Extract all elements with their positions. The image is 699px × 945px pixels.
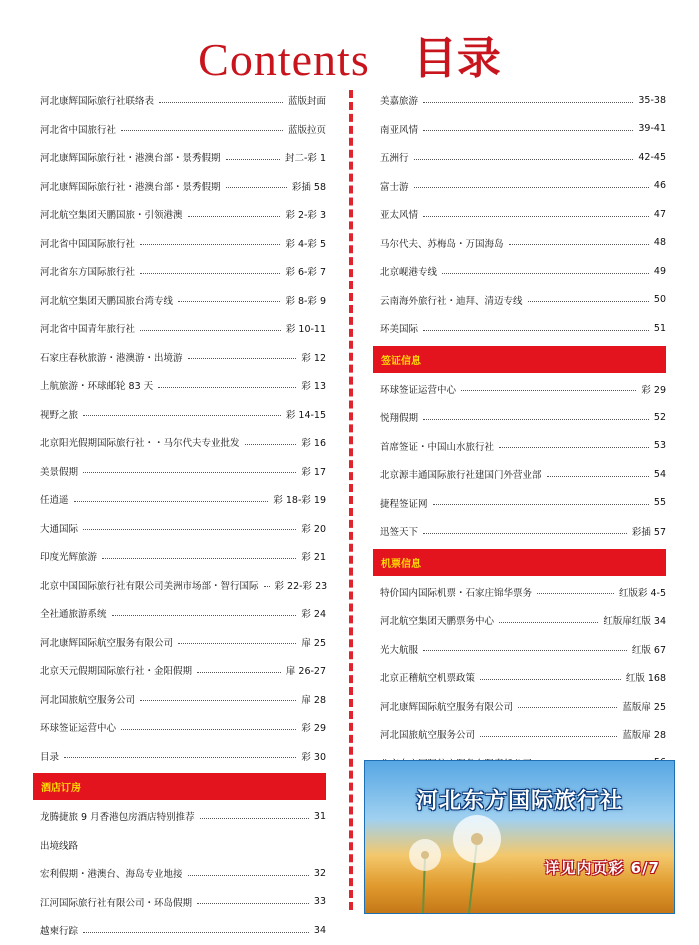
entry-page: 48 (653, 237, 666, 249)
entry-page: 彩 30 (301, 751, 326, 763)
entry-page: 扉 25 (301, 637, 326, 649)
ad-headline: 河北东方国际旅行社 (415, 789, 623, 814)
visa-toc-row[interactable] (380, 517, 666, 546)
entry-title: 宏利假期・港澳台、海岛专业地接 (40, 869, 183, 881)
entry-title: 北京阳光假期国际旅行社・・马尔代夫专业批发 (40, 438, 240, 450)
leader-dots (121, 729, 296, 730)
page-title (0, 22, 699, 85)
right-toc-list (380, 86, 666, 343)
entry-title: 河北康辉国际旅行社・港澳台部・景秀假期 (40, 153, 221, 165)
entry-title: 北京正稽航空机票政策 (380, 673, 476, 685)
entry-page: 42-45 (638, 151, 666, 163)
visa-toc-row[interactable] (380, 375, 666, 404)
toc-row[interactable] (40, 115, 326, 144)
entry-page: 红版 168 (625, 673, 666, 685)
entry-page: 红版彩 4-5 (618, 587, 666, 599)
toc-row[interactable] (40, 229, 326, 258)
ticket-toc-row[interactable] (380, 663, 666, 692)
entry-title: 上航旅游・环球邮轮 83 天 (40, 381, 154, 393)
toc-row[interactable] (40, 656, 326, 685)
entry-page: 彩 12 (301, 352, 326, 364)
entry-title: 美嘉旅游 (380, 96, 419, 108)
toc-row[interactable] (40, 571, 326, 600)
leader-dots (423, 102, 633, 103)
entry-title: 河北国旅航空服务公司 (380, 730, 476, 742)
leader-dots (74, 501, 269, 502)
toc-row[interactable] (40, 314, 326, 343)
leader-dots (414, 187, 649, 188)
entry-title: 特价国内国际机票・石家庄锦华票务 (380, 587, 533, 599)
leader-dots (83, 472, 296, 473)
entry-page: 红版扉红版 34 (603, 616, 666, 628)
entry-title: 北京中国国际旅行社有限公司美洲市场部・智行国际 (40, 580, 259, 592)
leader-dots (480, 679, 621, 680)
entry-page: 53 (653, 440, 666, 452)
leader-dots (158, 387, 296, 388)
leader-dots (245, 444, 297, 445)
entry-title: 环球签证运营中心 (40, 723, 117, 735)
entry-title: 河北航空集团天鹏国旅・引领港澳 (40, 210, 183, 222)
toc-row[interactable] (380, 314, 666, 343)
entry-title: 南亚风情 (380, 124, 419, 136)
entry-page: 彩 21 (301, 552, 326, 564)
hotel-toc-row[interactable] (40, 888, 326, 917)
entry-page: 彩 2-彩 3 (285, 210, 326, 222)
entry-title: 五洲行 (380, 153, 409, 165)
leader-dots (140, 700, 296, 701)
leader-dots (83, 932, 309, 933)
entry-title: 环美国际 (380, 324, 419, 336)
leader-dots (528, 301, 649, 302)
toc-row[interactable] (40, 428, 326, 457)
entry-title: 全社通旅游系统 (40, 609, 107, 621)
entry-title: 悦翔假期 (380, 413, 419, 425)
leader-dots (226, 159, 280, 160)
toc-row[interactable] (40, 343, 326, 372)
entry-page: 彩 8-彩 9 (285, 295, 326, 307)
entry-page: 封二-彩 1 (285, 153, 326, 165)
entry-title: 视野之旅 (40, 409, 79, 421)
entry-title: 云南海外旅行社・迪拜、清迈专线 (380, 295, 523, 307)
entry-title: 大通国际 (40, 523, 79, 535)
entry-title: 河北国旅航空服务公司 (40, 694, 136, 706)
hotel-toc-row[interactable] (40, 802, 326, 831)
leader-dots (264, 586, 270, 587)
leader-dots (423, 330, 649, 331)
entry-page: 彩插 58 (291, 181, 326, 193)
entry-title: 北京天元假期国际旅行社・金阳假期 (40, 666, 193, 678)
toc-row[interactable] (380, 143, 666, 172)
entry-title: 河北省东方国际旅行社 (40, 267, 136, 279)
ticket-toc-row[interactable] (380, 692, 666, 721)
leader-dots (423, 216, 649, 217)
entry-title: 江河国际旅行社有限公司・环岛假期 (40, 897, 193, 909)
leader-dots (480, 736, 617, 737)
leader-dots (140, 330, 281, 331)
advertisement-banner[interactable] (364, 760, 675, 914)
toc-row[interactable] (40, 713, 326, 742)
entry-title: 河北省中国旅行社 (40, 124, 117, 136)
section-header-visa: 签证信息 (373, 346, 666, 373)
entry-page: 50 (653, 294, 666, 306)
entry-title: 河北省中国青年旅行社 (40, 324, 136, 336)
entry-title: 环球签证运营中心 (380, 384, 457, 396)
hotel-toc-row[interactable] (40, 859, 326, 888)
entry-title: 光大航服 (380, 644, 419, 656)
column-divider (349, 90, 353, 910)
entry-title: 出境线路 (40, 840, 79, 852)
entry-title: 目录 (40, 751, 60, 763)
hotel-toc-list (40, 802, 326, 945)
entry-page: 扉 26-27 (285, 666, 326, 678)
leader-dots (537, 593, 614, 594)
dandelion-small-icon (409, 839, 441, 913)
entry-title: 河北省中国国际旅行社 (40, 238, 136, 250)
leader-dots (102, 558, 296, 559)
leader-dots (414, 159, 634, 160)
entry-page: 彩 29 (301, 723, 326, 735)
leader-dots (159, 102, 283, 103)
toc-row[interactable] (380, 257, 666, 286)
section-header-ticket: 机票信息 (373, 549, 666, 576)
toc-row[interactable] (40, 742, 326, 771)
toc-row[interactable] (40, 257, 326, 286)
leader-dots (509, 244, 649, 245)
ticket-toc-row[interactable] (380, 606, 666, 635)
ticket-toc-list (380, 578, 666, 778)
leader-dots (188, 216, 281, 217)
toc-row[interactable] (40, 485, 326, 514)
ticket-toc-row[interactable] (380, 635, 666, 664)
entry-page: 46 (653, 180, 666, 192)
visa-toc-list (380, 375, 666, 546)
entry-page: 蓝版拉页 (287, 124, 326, 136)
entry-page: 蓝版封面 (287, 96, 326, 108)
dandelion-icon (453, 815, 501, 913)
leader-dots (423, 419, 649, 420)
toc-row[interactable] (40, 400, 326, 429)
entry-title: 龙腾捷旅 9 月香港包房酒店特别推荐 (40, 812, 195, 824)
leader-dots (461, 390, 636, 391)
entry-page: 49 (653, 265, 666, 277)
entry-page: 47 (653, 208, 666, 220)
entry-page: 红版 67 (631, 644, 666, 656)
leader-dots (423, 130, 633, 131)
right-column (380, 86, 666, 777)
entry-title: 首席签证・中国山水旅行社 (380, 441, 495, 453)
leader-dots (197, 672, 281, 673)
entry-page: 34 (313, 924, 326, 936)
leader-dots (226, 187, 287, 188)
leader-dots (442, 273, 649, 274)
leader-dots (140, 244, 280, 245)
entry-title: 北京源丰通国际旅行社建国门外营业部 (380, 470, 542, 482)
entry-page: 彩 14-15 (285, 409, 326, 421)
toc-row[interactable] (380, 200, 666, 229)
entry-page: 31 (313, 810, 326, 822)
entry-page: 彩 18-彩 19 (273, 495, 326, 507)
toc-row[interactable] (40, 143, 326, 172)
leader-dots (200, 818, 309, 819)
entry-page: 51 (653, 322, 666, 334)
leader-dots (433, 504, 649, 505)
entry-page: 54 (653, 468, 666, 480)
leader-dots (518, 707, 617, 708)
visa-toc-row[interactable] (380, 403, 666, 432)
toc-row[interactable] (40, 628, 326, 657)
leader-dots (197, 903, 309, 904)
section-header-hotel: 酒店订房 (33, 773, 326, 800)
entry-title: 河北康辉国际航空服务有限公司 (40, 637, 174, 649)
entry-page: 彩 10-11 (285, 324, 326, 336)
leader-dots (121, 130, 283, 131)
entry-title: 北京岘港专线 (380, 267, 438, 279)
toc-row[interactable] (40, 685, 326, 714)
toc-row[interactable] (40, 371, 326, 400)
entry-title: 河北康辉国际航空服务有限公司 (380, 701, 514, 713)
entry-page: 35-38 (638, 94, 666, 106)
leader-dots (178, 643, 296, 644)
entry-title: 河北康辉国际旅行社・港澳台部・景秀假期 (40, 181, 221, 193)
toc-row[interactable] (380, 172, 666, 201)
visa-toc-row[interactable] (380, 432, 666, 461)
leader-dots (112, 615, 297, 616)
entry-page: 彩 22-彩 23 (274, 580, 328, 592)
hotel-toc-row[interactable] (40, 831, 326, 860)
toc-row[interactable] (40, 542, 326, 571)
entry-page: 彩 29 (641, 384, 666, 396)
entry-title: 任逍遥 (40, 495, 69, 507)
left-toc-list (40, 86, 326, 770)
entry-page: 33 (313, 896, 326, 908)
toc-row[interactable] (40, 86, 326, 115)
toc-row[interactable] (40, 457, 326, 486)
entry-page: 55 (653, 497, 666, 509)
entry-page: 蓝版扉 28 (622, 730, 666, 742)
entry-title: 越柬行踪 (40, 926, 79, 938)
entry-title: 石家庄春秋旅游・港澳游・出境游 (40, 352, 183, 364)
entry-page: 彩 6-彩 7 (285, 267, 326, 279)
hotel-toc-row[interactable] (40, 916, 326, 945)
leader-dots (499, 622, 598, 623)
leader-dots (83, 415, 281, 416)
leader-dots (188, 875, 309, 876)
entry-page: 39-41 (638, 123, 666, 135)
toc-row[interactable] (380, 86, 666, 115)
entry-page: 彩 17 (301, 466, 326, 478)
entry-title: 河北航空集团天鹏票务中心 (380, 616, 495, 628)
entry-title: 美景假期 (40, 466, 79, 478)
entry-title: 迅签天下 (380, 527, 419, 539)
entry-title: 马尔代夫、苏梅岛・万国海岛 (380, 238, 504, 250)
leader-dots (423, 650, 627, 651)
leader-dots (64, 757, 296, 758)
leader-dots (83, 529, 296, 530)
toc-row[interactable] (380, 286, 666, 315)
entry-page: 32 (313, 867, 326, 879)
ticket-toc-row[interactable] (380, 578, 666, 607)
entry-page: 彩 24 (301, 609, 326, 621)
visa-toc-row[interactable] (380, 460, 666, 489)
toc-row[interactable] (40, 286, 326, 315)
entry-title: 印度光辉旅游 (40, 552, 98, 564)
ad-subline: 详见内页彩 6/7 (544, 859, 660, 877)
leader-dots (547, 476, 649, 477)
toc-row[interactable] (40, 599, 326, 628)
entry-page: 蓝版扉 25 (622, 701, 666, 713)
toc-row[interactable] (40, 514, 326, 543)
toc-row[interactable] (40, 172, 326, 201)
entry-page: 彩 4-彩 5 (285, 238, 326, 250)
entry-page: 彩插 57 (631, 527, 666, 539)
entry-page: 彩 16 (301, 438, 326, 450)
entry-title: 亚太风情 (380, 210, 419, 222)
leader-dots (499, 447, 649, 448)
title-english: Contents (198, 34, 370, 85)
visa-toc-row[interactable] (380, 489, 666, 518)
entry-page: 彩 13 (301, 381, 326, 393)
leader-dots (423, 533, 627, 534)
entry-title: 河北航空集团天鹏国旅台湾专线 (40, 295, 174, 307)
entry-title: 捷程签证网 (380, 498, 428, 510)
toc-row[interactable] (40, 200, 326, 229)
toc-row[interactable] (380, 115, 666, 144)
leader-dots (178, 301, 280, 302)
entry-page: 彩 20 (301, 523, 326, 535)
ticket-toc-row[interactable] (380, 720, 666, 749)
title-chinese: 目录 (412, 33, 501, 84)
entry-title: 河北康辉国际旅行社联络表 (40, 96, 155, 108)
toc-row[interactable] (380, 229, 666, 258)
entry-title: 富士游 (380, 181, 409, 193)
leader-dots (188, 358, 297, 359)
entry-page: 52 (653, 411, 666, 423)
left-column (40, 86, 326, 945)
leader-dots (140, 273, 280, 274)
entry-page: 扉 28 (301, 694, 326, 706)
